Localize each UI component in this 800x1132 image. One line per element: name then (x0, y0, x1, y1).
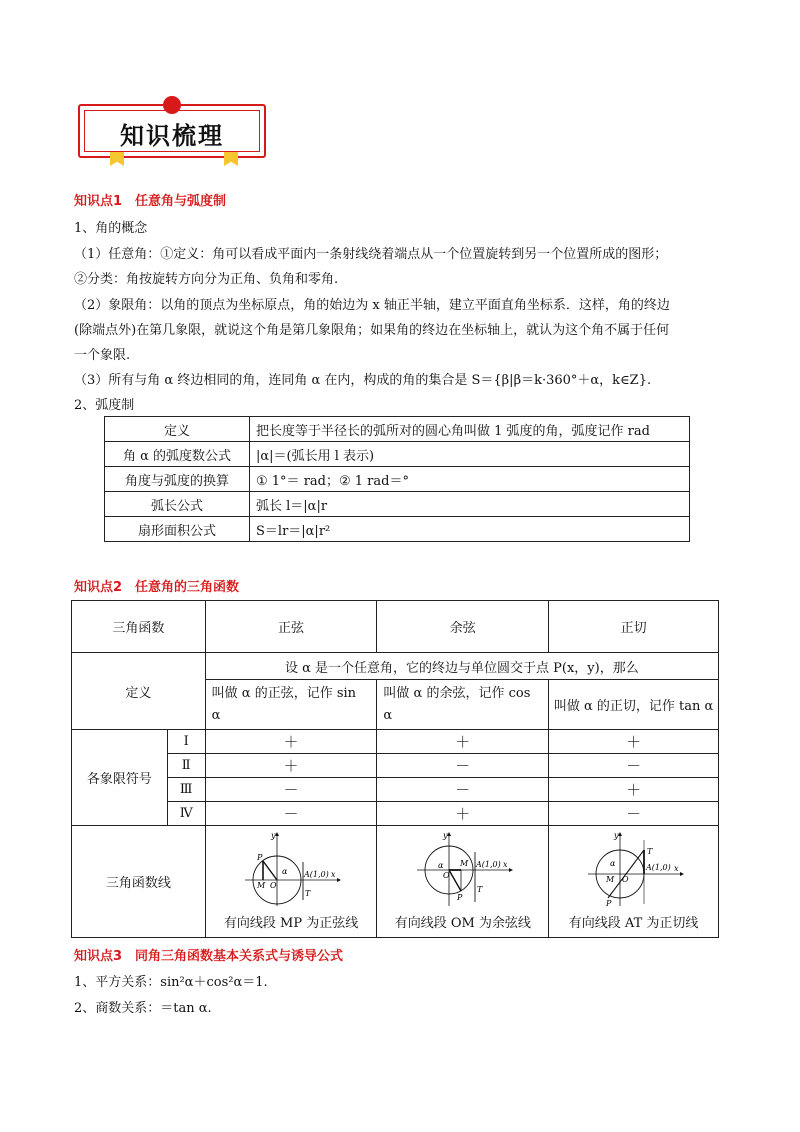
cosine-line-diagram (413, 832, 513, 908)
quadrant-label: Ⅲ (167, 778, 205, 802)
table-row (72, 802, 719, 826)
definition-label: 定义 (72, 653, 206, 730)
sign-sin: － (205, 802, 377, 826)
point-p-label: P (257, 853, 263, 862)
alpha-label: α (282, 867, 288, 876)
table-row (72, 754, 719, 778)
sign-cos: ＋ (377, 802, 549, 826)
table-cell-label: 弧长公式 (105, 492, 250, 517)
y-axis-label: y (613, 832, 619, 840)
paragraph-1a: （1）任意角：①定义：角可以看成平面内一条射线绕着端点从一个位置旋转到另一个位置所成的图形； (74, 247, 668, 262)
cosine-caption: 有向线段 OM 为余弦线 (394, 916, 531, 931)
table-cell-label: 定义 (105, 417, 250, 442)
header-cell-sin: 正弦 (205, 601, 377, 653)
section-banner (78, 96, 268, 162)
sine-line-cell (205, 826, 377, 938)
point-a-label: A(1,0) (475, 860, 501, 869)
point-m-label: M (605, 875, 614, 884)
paragraph-2b: (除端点外)在第几象限，就说这个角是第几象限角；如果角的终边在坐标轴上，就认为这个角不属于任何 (74, 323, 670, 338)
paragraph-2a: （2）象限角：以角的顶点为坐标原点，角的始边为 x 轴正半轴，建立平面直角坐标系．这样，角的终边 (74, 298, 670, 313)
point-t-label: T (646, 847, 652, 856)
sign-tan: － (549, 802, 719, 826)
sign-cos: ＋ (377, 730, 549, 754)
def-sin-line1: 叫做 α 的正弦，记作 sin (211, 685, 357, 701)
section2-heading: 知识点2 任意角的三角函数 (74, 580, 240, 595)
point-a-label: A(1,0) (304, 870, 329, 879)
tangent-line-cell (549, 826, 719, 938)
section1-heading: 知识点1 任意角与弧度制 (74, 194, 227, 209)
square-relation: 1、平方关系：sin²α＋cos²α＝1. (74, 975, 268, 990)
header-cell-cos: 余弦 (377, 601, 549, 653)
table-cell-label: 扇形面积公式 (105, 517, 250, 542)
table-row (72, 778, 719, 802)
point-t-label: T (305, 889, 311, 898)
table-row (72, 826, 719, 938)
table-cell-value: 把长度等于半径长的弧所对的圆心角叫做 1 弧度的角，弧度记作 rad (250, 417, 690, 442)
origin-label: O (442, 871, 450, 880)
quadrant-label: Ⅱ (167, 754, 205, 778)
radian-table (104, 416, 690, 542)
tangent-caption: 有向线段 AT 为正切线 (568, 916, 699, 931)
table-cell-value: S＝lr＝|α|r² (250, 517, 690, 542)
table-row (105, 467, 690, 492)
alpha-label: α (437, 861, 444, 870)
sign-tan: ＋ (549, 730, 719, 754)
ribbon-right-icon (224, 152, 238, 166)
definition-top: 设 α 是一个任意角，它的终边与单位圆交于点 P(x，y)，那么 (205, 653, 718, 680)
sign-cos: － (377, 778, 549, 802)
cosine-line-cell (377, 826, 549, 938)
y-axis-label: y (442, 832, 448, 840)
definition-tan: 叫做 α 的正切，记作 tan α (549, 680, 719, 730)
definition-sin (205, 680, 377, 730)
x-axis-label: x (673, 864, 679, 873)
banner-pin-icon (163, 96, 181, 114)
trig-line-label: 三角函数线 (72, 826, 206, 938)
x-axis-label: x (331, 870, 336, 879)
table-row (105, 492, 690, 517)
sign-sin: ＋ (205, 730, 377, 754)
point-t-label: T (476, 885, 483, 894)
table-row (105, 417, 690, 442)
table-cell-value: |α|＝(弧长用 l 表示) (250, 442, 690, 467)
x-axis-label: x (502, 860, 508, 869)
banner-title: 知识梳理 (120, 122, 224, 150)
def-cos-line2: α (383, 707, 393, 723)
table-cell-label: 角 α 的弧度数公式 (105, 442, 250, 467)
paragraph-3: （3）所有与角 α 终边相同的角，连同角 α 在内，构成的角的集合是 S＝{β|β＝k·360°＋α，k∈Z}. (74, 373, 652, 388)
quotient-relation: 2、商数关系：＝tan α. (74, 1001, 212, 1016)
paragraph-1b: ②分类：角按旋转方向分为正角、负角和零角. (74, 272, 339, 287)
point-p-label: P (456, 893, 463, 902)
def-sin-line2: α (211, 707, 221, 723)
table-row (105, 442, 690, 467)
sign-sin: － (205, 778, 377, 802)
definition-cos (377, 680, 549, 730)
sine-caption: 有向线段 MP 为正弦线 (223, 916, 359, 931)
item1-title: 1、角的概念 (74, 221, 148, 236)
sign-cos: － (377, 754, 549, 778)
item2-title: 2、弧度制 (74, 398, 135, 413)
point-m-label: M (257, 881, 266, 890)
paragraph-2c: 一个象限. (74, 348, 131, 363)
alpha-label: α (609, 859, 615, 868)
quadrant-label: Ⅳ (167, 802, 205, 826)
point-p-label: P (605, 899, 611, 908)
sign-tan: － (549, 754, 719, 778)
table-cell-value: ① 1°＝ rad；② 1 rad＝° (250, 467, 690, 492)
table-cell-value: 弧长 l＝|α|r (250, 492, 690, 517)
ribbon-left-icon (110, 152, 124, 166)
sign-sin: ＋ (205, 754, 377, 778)
table-row (72, 653, 719, 680)
quadrant-label: Ⅰ (167, 730, 205, 754)
point-a-label: A(1,0) (645, 863, 671, 872)
table-row (72, 730, 719, 754)
table-row (105, 517, 690, 542)
point-m-label: M (459, 859, 468, 868)
table-row (72, 601, 719, 653)
section3-heading: 知识点3 同角三角函数基本关系式与诱导公式 (74, 949, 344, 964)
table-cell-label: 角度与弧度的换算 (105, 467, 250, 492)
def-cos-line1: 叫做 α 的余弦，记作 cos (383, 685, 531, 701)
trig-table (71, 600, 719, 938)
tangent-line-diagram (584, 832, 684, 908)
origin-label: O (270, 881, 277, 890)
sign-tan: ＋ (549, 778, 719, 802)
y-axis-label: y (271, 832, 276, 840)
sine-line-diagram (241, 832, 341, 908)
origin-label: O (621, 875, 629, 884)
header-cell: 三角函数 (72, 601, 206, 653)
sign-label: 各象限符号 (72, 730, 168, 826)
header-cell-tan: 正切 (549, 601, 719, 653)
